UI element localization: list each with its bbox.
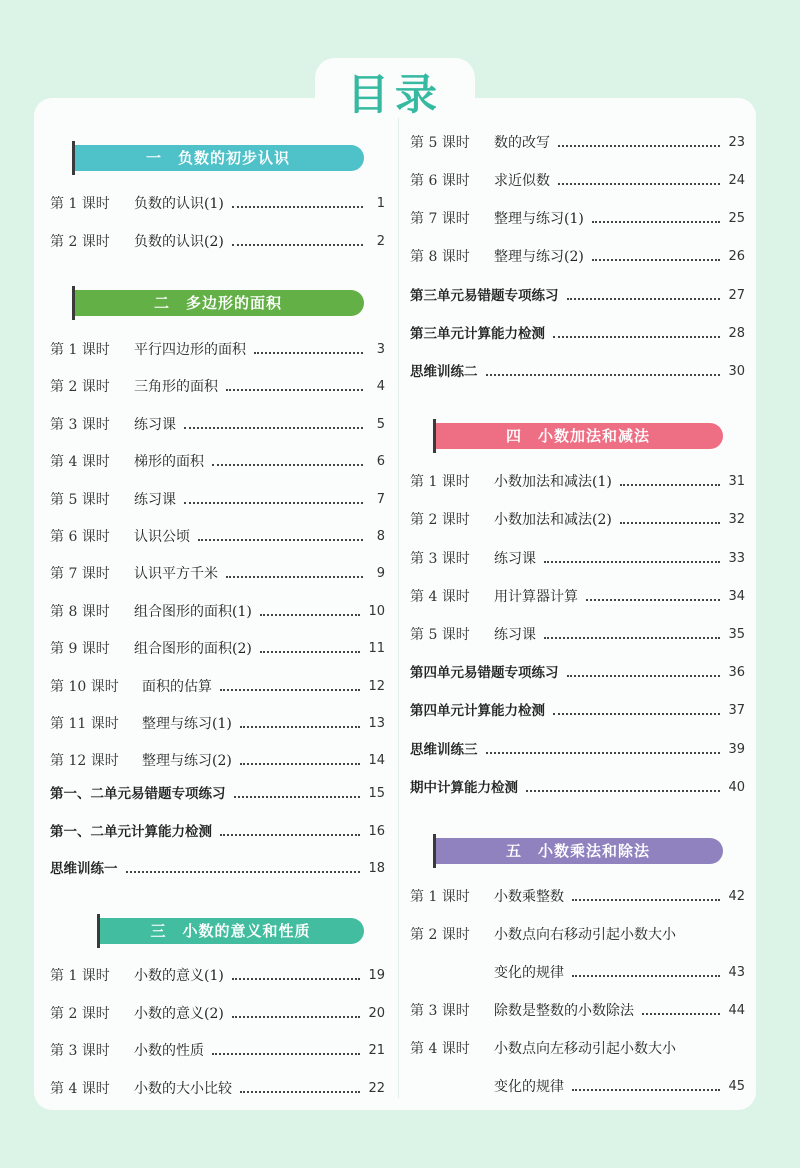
lesson-title: 练习课 (494, 627, 536, 644)
special-entry[interactable] (410, 284, 745, 308)
lesson-number: 第 3 课时 (50, 416, 110, 433)
lesson-title: 第一、二单元易错题专项练习 (50, 786, 226, 802)
lesson-title: 小数的性质 (134, 1043, 204, 1059)
lesson-number: 第 3 课时 (410, 550, 470, 567)
lesson-title: 期中计算能力检测 (410, 779, 518, 796)
lesson-number: 第 5 课时 (50, 491, 110, 508)
lesson-entry[interactable] (410, 245, 745, 269)
page-number: 44 (728, 1003, 745, 1018)
special-entry[interactable] (50, 782, 385, 806)
dot-leader (567, 675, 721, 677)
special-entry[interactable] (410, 776, 745, 800)
lesson-title: 除数是整数的小数除法 (494, 1003, 634, 1019)
lesson-title: 第三单元计算能力检测 (410, 326, 545, 342)
page-title: 目录 (346, 70, 443, 119)
lesson-title: 整理与练习(2) (494, 249, 584, 265)
lesson-number: 第 4 课时 (410, 588, 470, 605)
lesson-entry[interactable] (50, 413, 385, 437)
unit-title: 三 小数的意义和性质 (150, 922, 311, 940)
lesson-title: 梯形的面积 (134, 454, 204, 471)
dot-leader (232, 978, 361, 980)
unit-title: 二 多边形的面积 (153, 294, 282, 312)
dot-leader (544, 561, 720, 563)
dot-leader (620, 522, 721, 524)
dot-leader (260, 651, 361, 653)
page-number: 15 (368, 786, 385, 801)
unit-banner-unit4 (433, 423, 723, 449)
lesson-number: 第 2 课时 (410, 512, 470, 529)
page-number: 40 (728, 779, 745, 795)
page-number: 35 (728, 627, 745, 643)
dot-leader (212, 464, 363, 466)
page-number: 11 (368, 641, 385, 657)
lesson-title: 小数乘整数 (494, 889, 564, 905)
lesson-entry[interactable] (410, 885, 745, 909)
lesson-number: 第 4 课时 (50, 1080, 110, 1097)
lesson-title: 认识公顷 (134, 529, 190, 545)
page-number: 26 (728, 249, 745, 264)
lesson-title: 整理与练习(1) (494, 211, 584, 227)
page-number: 42 (728, 889, 745, 904)
lesson-title: 负数的认识(1) (134, 196, 224, 212)
lesson-entry[interactable] (410, 1037, 745, 1061)
dot-leader (553, 713, 720, 715)
dot-leader (240, 1091, 360, 1093)
lesson-entry[interactable] (410, 207, 745, 231)
lesson-number: 第 3 课时 (410, 1003, 470, 1019)
lesson-entry[interactable] (50, 338, 385, 362)
lesson-entry[interactable] (50, 749, 385, 773)
lesson-number: 第 10 课时 (50, 678, 119, 695)
page-number: 12 (368, 678, 385, 694)
page-number: 4 (376, 379, 385, 395)
page-number: 25 (728, 211, 745, 226)
lesson-title: 负数的认识(2) (134, 233, 224, 250)
dot-leader (586, 599, 720, 601)
dot-leader (232, 1016, 361, 1018)
lesson-number: 第 12 课时 (50, 753, 119, 770)
lesson-title: 第三单元易错题专项练习 (410, 288, 559, 304)
page-number: 43 (728, 965, 745, 980)
lesson-entry[interactable] (410, 923, 745, 947)
lesson-title: 小数的意义(1) (134, 968, 224, 984)
page-number: 31 (728, 474, 745, 489)
page-number: 45 (728, 1079, 745, 1094)
lesson-entry[interactable] (50, 450, 385, 474)
dot-leader (232, 244, 363, 246)
lesson-number: 第 8 课时 (410, 249, 470, 265)
lesson-number: 第 1 课时 (50, 968, 110, 984)
lesson-title: 整理与练习(2) (142, 753, 232, 770)
dot-leader (232, 206, 363, 208)
page-number: 19 (368, 968, 385, 983)
lesson-title: 求近似数 (494, 173, 550, 189)
lesson-entry[interactable] (410, 961, 745, 985)
unit-title: 五 小数乘法和除法 (505, 842, 650, 860)
lesson-title: 平行四边形的面积 (134, 342, 246, 358)
lesson-entry[interactable] (410, 508, 745, 532)
page-number: 13 (368, 716, 385, 731)
dot-leader (620, 484, 721, 486)
special-entry[interactable] (410, 661, 745, 685)
lesson-title: 整理与练习(1) (142, 716, 232, 732)
lesson-title: 变化的规律 (494, 1079, 564, 1095)
dot-leader (572, 899, 720, 901)
lesson-title: 变化的规律 (494, 965, 564, 981)
lesson-number: 第 2 课时 (50, 233, 110, 250)
lesson-number: 第 5 课时 (410, 627, 470, 644)
page-number: 10 (368, 603, 385, 619)
page-number: 8 (376, 529, 385, 544)
page-number: 39 (728, 741, 745, 757)
unit-banner-unit2 (72, 290, 364, 316)
page-number: 6 (376, 454, 385, 470)
special-entry[interactable] (410, 699, 745, 723)
lesson-entry[interactable] (50, 488, 385, 512)
lesson-entry[interactable] (50, 1077, 385, 1101)
lesson-entry[interactable] (410, 470, 745, 494)
dot-leader (592, 259, 721, 261)
lesson-entry[interactable] (410, 1075, 745, 1099)
lesson-number: 第 1 课时 (410, 889, 470, 905)
special-entry[interactable] (50, 820, 385, 844)
lesson-entry[interactable] (50, 1039, 385, 1063)
lesson-number: 第 6 课时 (410, 173, 470, 189)
unit-banner-unit5 (433, 838, 723, 864)
lesson-entry[interactable] (410, 547, 745, 571)
page-number: 1 (376, 196, 385, 211)
lesson-number: 第 5 课时 (410, 135, 470, 151)
page-number: 3 (376, 342, 385, 357)
lesson-entry[interactable] (50, 230, 385, 254)
page-number: 24 (728, 173, 745, 188)
lesson-entry[interactable] (50, 562, 385, 586)
dot-leader (226, 389, 363, 391)
page-number: 23 (728, 135, 745, 150)
lesson-title: 思维训练三 (410, 741, 478, 758)
unit-banner-unit3 (97, 918, 364, 944)
column-divider (398, 118, 399, 1098)
dot-leader (260, 614, 361, 616)
dot-leader (254, 352, 363, 354)
page-number: 27 (728, 288, 745, 303)
page-number: 9 (376, 566, 385, 582)
dot-leader (184, 502, 363, 504)
lesson-number: 第 1 课时 (50, 342, 110, 358)
dot-leader (220, 834, 360, 836)
unit-banner-unit1 (72, 145, 364, 171)
page-number: 28 (728, 326, 745, 341)
lesson-entry[interactable] (50, 712, 385, 736)
lesson-title: 用计算器计算 (494, 588, 578, 605)
lesson-title: 第一、二单元计算能力检测 (50, 823, 212, 840)
lesson-entry[interactable] (50, 192, 385, 216)
lesson-entry[interactable] (410, 169, 745, 193)
lesson-number: 第 2 课时 (50, 1005, 110, 1022)
page-number: 18 (368, 861, 385, 876)
lesson-title: 三角形的面积 (134, 379, 218, 396)
page-number: 34 (728, 588, 745, 604)
lesson-entry[interactable] (410, 585, 745, 609)
lesson-number: 第 3 课时 (50, 1043, 110, 1059)
lesson-title: 练习课 (134, 491, 176, 508)
lesson-title: 小数的意义(2) (134, 1005, 224, 1022)
page-number: 20 (368, 1005, 385, 1021)
lesson-title: 小数点向左移动引起小数大小 (494, 1041, 676, 1057)
special-entry[interactable] (50, 857, 385, 881)
dot-leader (526, 790, 720, 792)
lesson-number: 第 2 课时 (410, 927, 470, 943)
page-number: 7 (376, 491, 385, 507)
lesson-number: 第 4 课时 (50, 454, 110, 471)
page-number: 14 (368, 753, 385, 769)
page-number: 30 (728, 364, 745, 379)
lesson-title: 练习课 (134, 416, 176, 433)
page-number: 2 (376, 233, 385, 249)
lesson-title: 第四单元计算能力检测 (410, 703, 545, 720)
lesson-title: 小数点向右移动引起小数大小 (494, 927, 676, 943)
dot-leader (486, 374, 721, 376)
lesson-number: 第 9 课时 (50, 641, 110, 658)
dot-leader (234, 796, 361, 798)
lesson-number: 第 7 课时 (50, 566, 110, 583)
dot-leader (558, 183, 720, 185)
lesson-title: 数的改写 (494, 135, 550, 151)
lesson-title: 组合图形的面积(2) (134, 641, 252, 658)
lesson-number: 第 1 课时 (410, 474, 470, 490)
lesson-title: 思维训练二 (410, 364, 478, 380)
page-number: 33 (728, 550, 745, 566)
special-entry[interactable] (410, 322, 745, 346)
page-number: 5 (376, 416, 385, 432)
lesson-entry[interactable] (50, 964, 385, 988)
lesson-title: 练习课 (494, 550, 536, 567)
lesson-title: 小数加法和减法(2) (494, 512, 612, 529)
page-number: 32 (728, 512, 745, 528)
lesson-entry[interactable] (50, 525, 385, 549)
page-number: 22 (368, 1080, 385, 1096)
dot-leader (572, 975, 720, 977)
dot-leader (486, 752, 721, 754)
dot-leader (572, 1089, 720, 1091)
dot-leader (126, 871, 361, 873)
dot-leader (553, 336, 720, 338)
lesson-title: 思维训练一 (50, 861, 118, 877)
lesson-entry[interactable] (410, 131, 745, 155)
lesson-number: 第 4 课时 (410, 1041, 470, 1057)
lesson-entry[interactable] (50, 675, 385, 699)
page-number: 16 (368, 823, 385, 839)
lesson-number: 第 6 课时 (50, 529, 110, 545)
lesson-title: 小数加法和减法(1) (494, 474, 612, 490)
dot-leader (558, 145, 720, 147)
lesson-title: 小数的大小比较 (134, 1080, 232, 1097)
special-entry[interactable] (410, 360, 745, 384)
unit-title: 一 负数的初步认识 (145, 149, 290, 167)
lesson-number: 第 11 课时 (50, 716, 119, 732)
dot-leader (544, 637, 720, 639)
dot-leader (240, 726, 361, 728)
lesson-entry[interactable] (50, 375, 385, 399)
special-entry[interactable] (410, 738, 745, 762)
page-number: 21 (368, 1043, 385, 1058)
dot-leader (592, 221, 721, 223)
dot-leader (184, 427, 363, 429)
lesson-title: 认识平方千米 (134, 566, 218, 583)
dot-leader (212, 1053, 360, 1055)
dot-leader (642, 1013, 720, 1015)
lesson-title: 第四单元易错题专项练习 (410, 665, 559, 681)
dot-leader (220, 689, 360, 691)
unit-title: 四 小数加法和减法 (505, 427, 650, 445)
lesson-title: 组合图形的面积(1) (134, 603, 252, 620)
lesson-number: 第 7 课时 (410, 211, 470, 227)
lesson-entry[interactable] (50, 1002, 385, 1026)
lesson-title: 面积的估算 (142, 678, 212, 695)
lesson-entry[interactable] (50, 600, 385, 624)
lesson-entry[interactable] (410, 999, 745, 1023)
dot-leader (567, 298, 721, 300)
page-number: 37 (728, 703, 745, 719)
lesson-number: 第 8 课时 (50, 603, 110, 620)
page-number: 36 (728, 665, 745, 680)
dot-leader (198, 539, 363, 541)
dot-leader (240, 763, 361, 765)
dot-leader (226, 576, 363, 578)
lesson-entry[interactable] (50, 637, 385, 661)
lesson-number: 第 1 课时 (50, 196, 110, 212)
lesson-number: 第 2 课时 (50, 379, 110, 396)
lesson-entry[interactable] (410, 623, 745, 647)
